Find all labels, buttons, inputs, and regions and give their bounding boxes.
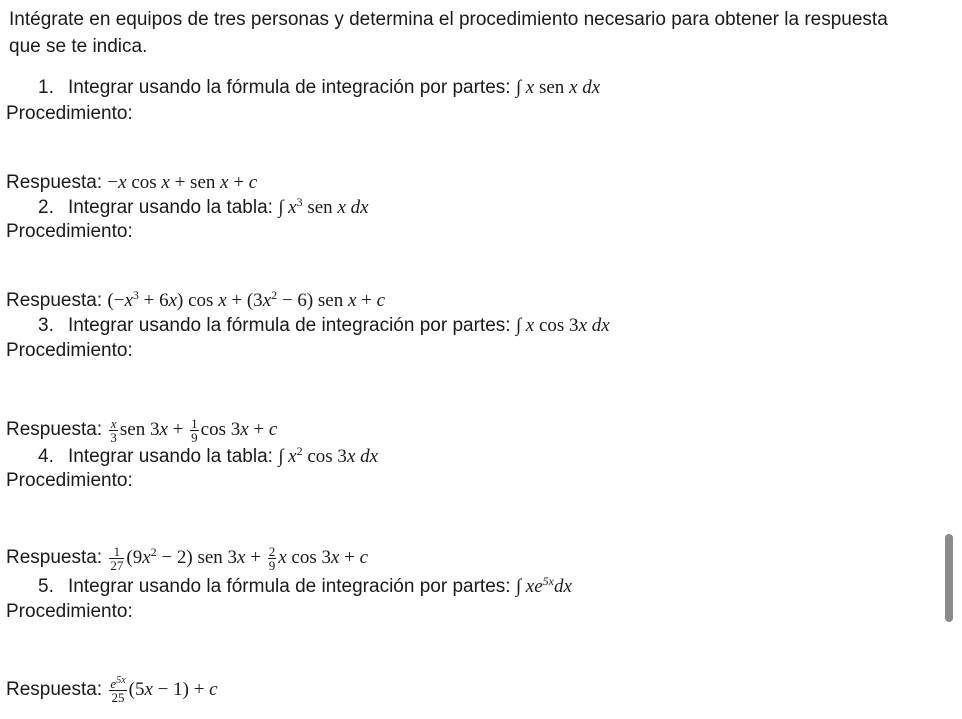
answer-label: Respuesta: xyxy=(6,419,103,440)
problem-number: 4. xyxy=(38,446,54,467)
answer-expression: −x cos x + sen x + c xyxy=(107,172,258,193)
answer-label: Respuesta: xyxy=(6,290,103,311)
problem-instruction: Integrar usando la tabla: xyxy=(68,446,273,467)
procedure-label: Procedimiento: xyxy=(6,340,133,361)
problem-instruction: Integrar usando la fórmula de integración por partes: xyxy=(68,315,511,336)
problem-1 xyxy=(38,77,600,99)
answer-1 xyxy=(6,172,257,194)
answer-expression: $\frac{e^{5x}}{25}$ (5x − 1) + c xyxy=(110,675,218,706)
problem-number: 1. xyxy=(38,77,54,98)
answer-expression: $\frac{x}{3}$ sen 3x + $\frac{1}{9}$ cos 3x + c xyxy=(110,416,278,446)
problem-2 xyxy=(38,197,369,219)
problem-3 xyxy=(38,315,610,337)
intro-text: Intégrate en equipos de tres personas y determina el procedimiento necesario para obtener la respuesta que se te indica. xyxy=(9,9,888,57)
problem-number: 2. xyxy=(38,197,54,218)
problem-instruction: Integrar usando la fórmula de integración por partes: xyxy=(68,576,511,597)
problem-integral: ∫ x sen x dx xyxy=(515,77,601,98)
answer-expression: $(-x^3 + 6x)$ $\cos x + (3x^2 - 6)$ sen x + c xyxy=(107,288,386,311)
problem-integral: ∫ $xe^{5x}dx$ xyxy=(515,574,572,597)
answer-5 xyxy=(6,672,218,708)
problem-integral: ∫ $x^3$ sen x dx xyxy=(278,195,369,218)
problem-integral: ∫ $x^2$ cos 3x dx xyxy=(278,444,379,467)
problem-5 xyxy=(38,576,572,598)
problem-number: 5. xyxy=(38,576,54,597)
problem-instruction: Integrar usando la fórmula de integración por partes: xyxy=(68,77,511,98)
scrollbar-thumb[interactable] xyxy=(945,534,953,622)
problem-instruction: Integrar usando la tabla: xyxy=(68,197,273,218)
answer-label: Respuesta: xyxy=(6,172,103,193)
answer-4 xyxy=(6,541,368,575)
answer-expression: $\frac{1}{27}$ $(9x^2 - 2)$ sen 3x + $\frac{2}{9}$ x cos 3x + c xyxy=(110,544,369,574)
procedure-label: Procedimiento: xyxy=(6,470,133,491)
problem-number: 3. xyxy=(38,315,54,336)
procedure-label: Procedimiento: xyxy=(6,221,133,242)
procedure-label: Procedimiento: xyxy=(6,103,133,124)
answer-2 xyxy=(6,290,385,312)
problem-4 xyxy=(38,446,378,468)
procedure-label: Procedimiento: xyxy=(6,601,133,622)
answer-3 xyxy=(6,413,277,447)
answer-label: Respuesta: xyxy=(6,679,103,700)
answer-label: Respuesta: xyxy=(6,547,103,568)
problem-integral: ∫ x cos 3x dx xyxy=(515,315,610,336)
